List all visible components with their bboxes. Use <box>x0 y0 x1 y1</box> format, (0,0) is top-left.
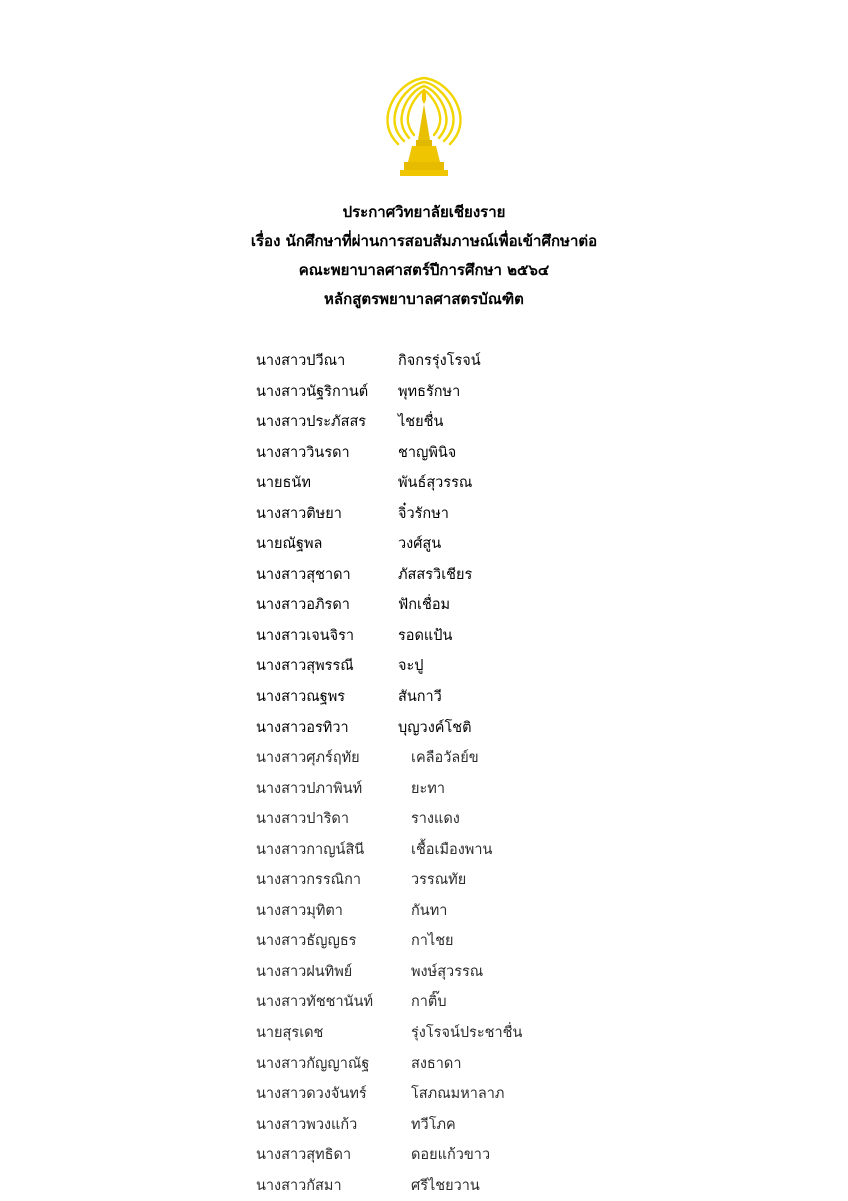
list-item <box>256 1018 596 1049</box>
student-first-name: นางสาวศุภร์ฤทัย <box>256 750 360 767</box>
student-last-name: วงศ์สูน <box>398 536 442 553</box>
student-last-name: รอดแป้น <box>398 627 453 644</box>
student-first-name: นางสาวประภัสสร <box>256 414 367 431</box>
student-first-name: นางสาวเจนจิรา <box>256 627 355 644</box>
student-first-name: นางสาวอรทิวา <box>256 719 349 736</box>
student-last-name: จะปู <box>398 658 424 675</box>
student-last-name: ยะทา <box>411 780 445 797</box>
list-item <box>256 499 596 530</box>
student-last-name: พันธ์สุวรรณ <box>398 475 473 492</box>
list-item <box>256 1049 596 1080</box>
list-item <box>256 407 596 438</box>
student-first-name: นางสาวกาญน์สินี <box>256 841 365 858</box>
student-first-name: นายสุรเดช <box>256 1025 324 1042</box>
student-last-name: เคลือวัลย์ข <box>411 750 479 767</box>
student-list <box>256 346 596 1201</box>
student-last-name: วรรณทัย <box>411 872 467 889</box>
list-item <box>256 926 596 957</box>
student-last-name: กันทา <box>411 902 448 919</box>
student-first-name: นางสาวกัญญาณัฐ <box>256 1055 370 1072</box>
student-first-name: นางสาวกัสมา <box>256 1177 342 1194</box>
student-first-name: นางสาวมุทิตา <box>256 902 343 919</box>
list-item <box>256 713 596 744</box>
student-first-name: นางสาวสุทธิดา <box>256 1147 352 1164</box>
list-item <box>256 651 596 682</box>
list-item <box>256 468 596 499</box>
student-first-name: นางสาวนัฐริกานต์ <box>256 383 369 400</box>
list-item <box>256 377 596 408</box>
student-first-name: นางสาวสุชาดา <box>256 566 351 583</box>
student-last-name: จิ๋วรักษา <box>398 505 449 522</box>
student-last-name: ไชยชื่น <box>398 414 444 431</box>
student-first-name: นางสาวณฐพร <box>256 689 346 706</box>
heading-line-4: หลักสูตรพยาบาลศาสตรบัณฑิต <box>324 290 524 308</box>
university-emblem-icon <box>378 70 470 178</box>
student-last-name: กาไชย <box>411 933 454 950</box>
list-item <box>256 957 596 988</box>
student-last-name: พงษ์สุวรรณ <box>411 963 484 980</box>
student-first-name: นางสาวฝนทิพย์ <box>256 963 353 980</box>
student-first-name: นางสาวปภาพินท์ <box>256 780 363 797</box>
student-last-name: ศรีไชยวาน <box>411 1177 480 1194</box>
list-item <box>256 1140 596 1171</box>
student-first-name: นางสาวทัชชานันท์ <box>256 994 374 1011</box>
list-item <box>256 438 596 469</box>
list-item <box>256 1079 596 1110</box>
announcement-heading <box>0 198 848 314</box>
student-last-name: ฟักเชื่อม <box>398 597 451 614</box>
list-item <box>256 682 596 713</box>
student-first-name: นางสาวดวงจันทร์ <box>256 1086 367 1103</box>
student-last-name: ดอยแก้วขาว <box>411 1147 491 1164</box>
list-item <box>256 1171 596 1201</box>
list-item <box>256 346 596 377</box>
student-first-name: นางสาวอภิรดา <box>256 597 350 614</box>
student-first-name: นางสาวธัญญธร <box>256 933 357 950</box>
list-item <box>256 621 596 652</box>
student-last-name: สันกาวี <box>398 689 442 706</box>
student-first-name: นางสาวปาริดา <box>256 811 349 828</box>
list-item <box>256 1110 596 1141</box>
student-first-name: นางสาวสุพรรณี <box>256 658 354 675</box>
student-first-name: นายณัฐพล <box>256 536 323 553</box>
heading-line-1: ประกาศวิทยาลัยเชียงราย <box>342 203 506 221</box>
student-last-name: ทวีโภค <box>411 1116 456 1133</box>
student-last-name: ชาญพินิจ <box>398 444 457 461</box>
student-first-name: นางสาวติษยา <box>256 505 342 522</box>
student-last-name: บุญวงค์โชติ <box>398 719 472 736</box>
student-first-name: นางสาวปวีณา <box>256 353 346 369</box>
student-last-name: พุทธรักษา <box>398 383 461 400</box>
list-item <box>256 987 596 1018</box>
list-item <box>256 896 596 927</box>
list-item <box>256 529 596 560</box>
list-item <box>256 560 596 591</box>
student-first-name: นางสาวกรรณิกา <box>256 872 361 889</box>
list-item <box>256 835 596 866</box>
student-last-name: โสภณมหาลาภ <box>411 1086 505 1103</box>
list-item <box>256 774 596 805</box>
list-item <box>256 804 596 835</box>
list-item <box>256 590 596 621</box>
heading-line-2: เรื่อง นักศึกษาที่ผ่านการสอบสัมภาษณ์เพื่อเข้าศึกษาต่อ <box>250 232 598 250</box>
heading-line-3: คณะพยาบาลศาสตร์ปีการศึกษา ๒๕๖๔ <box>298 261 550 279</box>
student-last-name: ภัสสรวิเชียร <box>398 566 473 583</box>
student-first-name: นางสาวพวงแก้ว <box>256 1116 358 1133</box>
student-last-name: กาติ๊บ <box>411 994 447 1011</box>
list-item <box>256 865 596 896</box>
list-item <box>256 743 596 774</box>
student-last-name: กิจกรรุ่งโรจน์ <box>398 353 481 369</box>
student-last-name: รางแดง <box>411 811 460 828</box>
student-first-name: นางสาววินรดา <box>256 444 350 461</box>
student-last-name: สงธาดา <box>411 1055 462 1072</box>
student-last-name: รุ่งโรจน์ประชาชื่น <box>411 1025 523 1042</box>
student-last-name: เชื้อเมืองพาน <box>411 841 493 858</box>
student-first-name: นายธนัท <box>256 475 311 492</box>
